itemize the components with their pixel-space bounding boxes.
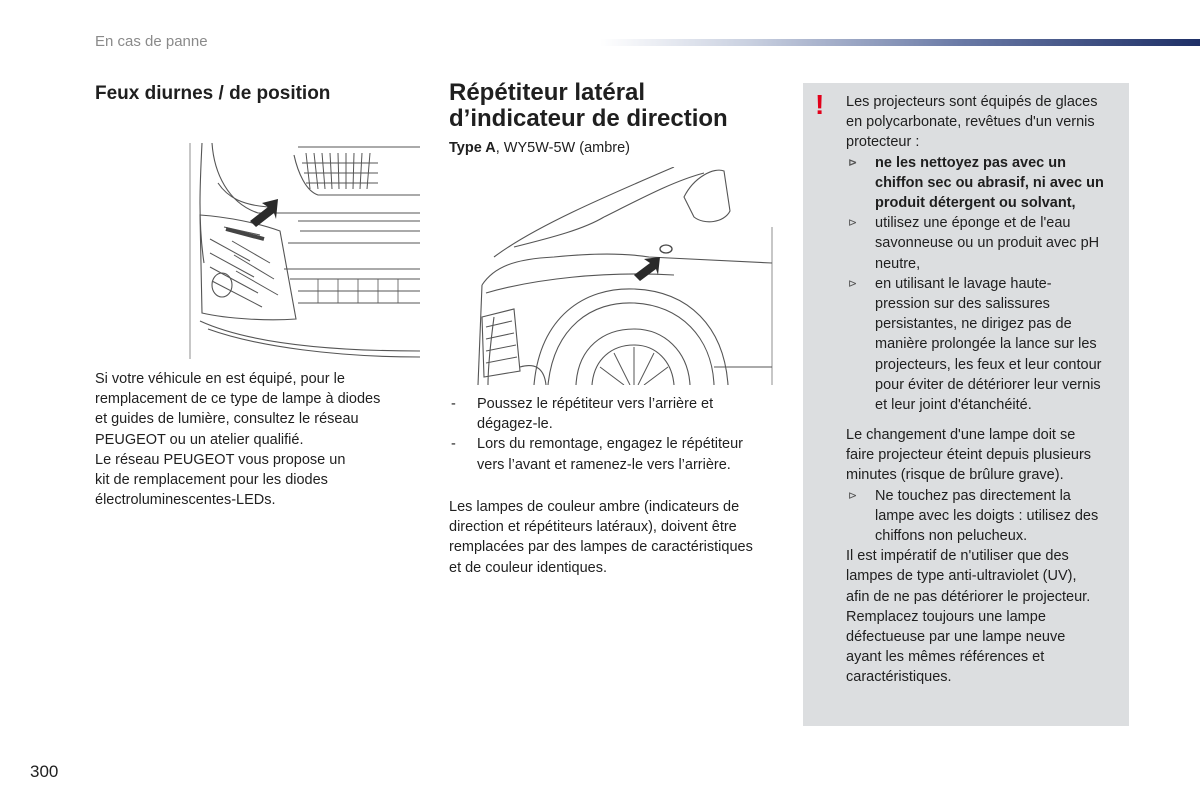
bullet-line: savonneuse ou un produit avec pH: [875, 235, 1100, 252]
page-number: 300: [30, 762, 59, 781]
warning-line: lampes de type anti-ultraviolet (UV),: [846, 568, 1077, 585]
section-title: En cas de panne: [95, 33, 208, 50]
paragraph-line: Les lampes de couleur ambre (indicateurs de: [449, 499, 740, 515]
paragraph-line: remplacées par des lampes de caractéristiques: [449, 539, 753, 556]
lamp-type-label: Type A: [449, 140, 496, 156]
list-item: [449, 434, 779, 474]
daytime-lights-paragraph: [95, 369, 405, 510]
paragraph-line: électroluminescentes-LEDs.: [95, 492, 276, 509]
bullet-line: neutre,: [875, 255, 921, 272]
bullet-line: et leur joint d'étanchéité.: [875, 397, 1032, 414]
warning-line: ayant les mêmes références et: [846, 649, 1045, 666]
step-line: Poussez le répétiteur vers l’arrière et: [477, 396, 714, 412]
warning-content: [846, 92, 1122, 415]
heading-line: Répétiteur latéral: [449, 79, 646, 106]
bullet-line: utilisez une éponge et de l'eau: [875, 215, 1071, 232]
step-line: vers l’avant et ramenez-le vers l’arrière.: [477, 456, 731, 473]
step-line: dégagez-le.: [477, 416, 553, 433]
paragraph-line: PEUGEOT ou un atelier qualifié.: [95, 431, 304, 448]
bullet-line: produit détergent ou solvant,: [875, 195, 1076, 212]
header-gradient-bar: [600, 39, 1200, 46]
illustration-front-bumper-drl: [188, 143, 420, 359]
bullet-line: chiffon sec ou abrasif, ni avec un: [875, 174, 1104, 191]
list-dash: -: [451, 436, 456, 453]
paragraph-line: remplacement de ce type de lampe à diodes: [95, 391, 381, 408]
bullet-line: pour éviter de détériorer leur vernis: [875, 376, 1101, 393]
bullet-line: persistantes, ne dirigez pas de: [875, 316, 1072, 333]
warning-line: faire projecteur éteint depuis plusieurs: [846, 447, 1092, 464]
warning-bullet: [846, 153, 1122, 214]
bullet-line: lampe avec les doigts : utilisez des: [875, 507, 1099, 524]
heading-line: d’indicateur de direction: [449, 105, 728, 132]
bullet-line: Ne touchez pas directement la: [875, 487, 1071, 504]
lamp-type-value: , WY5W-5W (ambre): [495, 140, 631, 156]
bullet-icon: ⊳: [848, 217, 858, 230]
warning-line: caractéristiques.: [846, 669, 952, 686]
heading-daytime-lights: Feux diurnes / de position: [95, 83, 331, 104]
heading-side-repeater: [449, 80, 779, 132]
bullet-line: projecteurs, les feux et leur contour: [875, 356, 1102, 373]
list-item: [449, 394, 779, 434]
bullet-icon: ⊳: [848, 489, 858, 502]
bullet-line: pression sur des salissures: [875, 296, 1050, 313]
warning-line: défectueuse par une lampe neuve: [846, 629, 1066, 646]
paragraph-line: Le réseau PEUGEOT vous propose un: [95, 451, 346, 468]
warning-line: Il est impératif de n'utiliser que des: [846, 548, 1069, 565]
warning-line: Remplacez toujours une lampe: [846, 608, 1046, 625]
paragraph-line: et de couleur identiques.: [449, 559, 607, 576]
warning-line: afin de ne pas détériorer le projecteur.: [846, 588, 1091, 605]
paragraph-line: et guides de lumière, consultez le réseau: [95, 411, 359, 428]
warning-line: protecteur :: [846, 134, 920, 151]
illustration-side-repeater: [474, 167, 774, 385]
amber-lamps-paragraph: [449, 497, 779, 578]
bullet-line: manière prolongée la lance sur les: [875, 336, 1097, 353]
warning-lamp-change: [846, 425, 1122, 688]
warning-line: minutes (risque de brûlure grave).: [846, 467, 1064, 484]
bullet-line: chiffons non pelucheux.: [875, 528, 1028, 545]
paragraph-line: direction et répétiteurs latéraux), doivent être: [449, 519, 737, 536]
paragraph-line: Si votre véhicule en est équipé, pour le: [95, 371, 345, 387]
bullet-icon: ⊳: [848, 277, 858, 290]
step-line: Lors du remontage, engagez le répétiteur: [477, 436, 744, 453]
list-dash: -: [451, 396, 456, 412]
warning-bullet: [846, 486, 1122, 547]
bullet-line: en utilisant le lavage haute-: [875, 275, 1052, 292]
removal-steps-list: [449, 394, 779, 475]
bullet-icon: ⊳: [848, 156, 858, 169]
warning-bullet: [846, 213, 1122, 274]
lamp-type-line: [449, 140, 630, 156]
warning-line: Les projecteurs sont équipés de glaces: [846, 94, 1098, 110]
paragraph-line: kit de remplacement pour les diodes: [95, 472, 328, 489]
bullet-line: ne les nettoyez pas avec un: [875, 154, 1066, 171]
warning-line: Le changement d'une lampe doit se: [846, 427, 1076, 443]
exclamation-icon: !: [815, 89, 825, 120]
warning-bullet: [846, 274, 1122, 415]
warning-line: en polycarbonate, revêtues d'un vernis: [846, 114, 1095, 131]
